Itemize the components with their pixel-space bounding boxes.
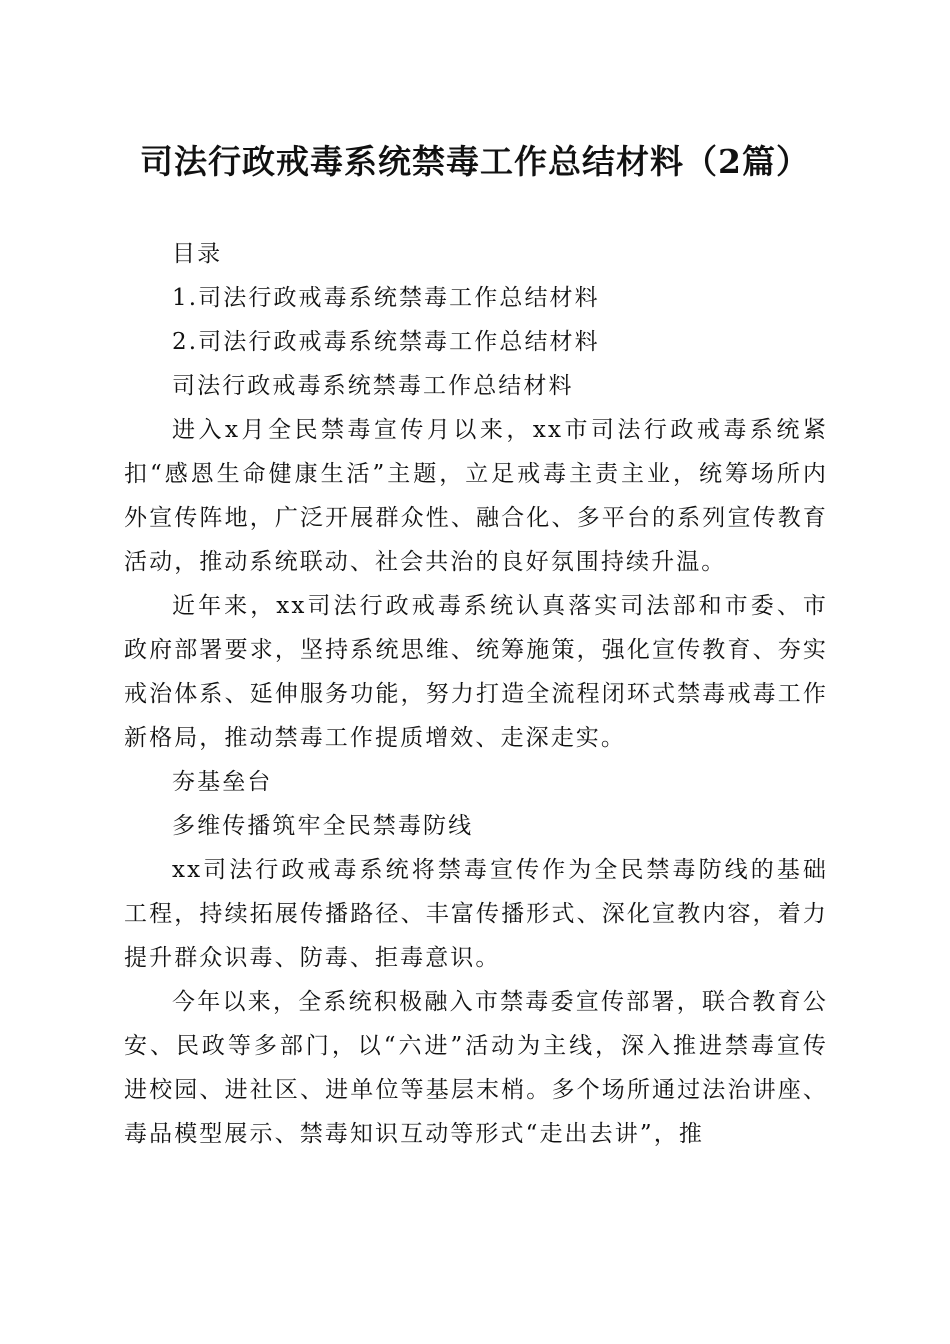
document-body [124,232,828,1156]
paragraph-4: 今年以来，全系统积极融入市禁毒委宣传部署，联合教育公安、民政等多部门，以“六进”活动为主线，深入推进禁毒宣传进校园、进社区、进单位等基层末梢。多个场所通过法治讲座、毒品模型展示、禁毒知识互动等形式“走出去讲”，推 [124,989,828,1147]
toc-item-2[interactable]: 2.司法行政戒毒系统禁毒工作总结材料 [172,329,600,355]
paragraph-3: xx司法行政戒毒系统将禁毒宣传作为全民禁毒防线的基础工程，持续拓展传播路径、丰富传播形式、深化宣教内容，着力提升群众识毒、防毒、拒毒意识。 [124,857,828,971]
paragraph-1: 进入x月全民禁毒宣传月以来，xx市司法行政戒毒系统紧扣“感恩生命健康生活”主题，立足戒毒主责主业，统筹场所内外宣传阵地，广泛开展群众性、融合化、多平台的系列宣传教育活动，推动系统联动、社会共治的良好氛围持续升温。 [124,417,828,575]
article-title: 司法行政戒毒系统禁毒工作总结材料 [172,373,574,399]
section-heading: 夯基垒台 [172,769,273,795]
document-title: 司法行政戒毒系统禁毒工作总结材料（2篇） [140,142,810,181]
toc-heading: 目录 [172,241,223,267]
toc-item-1[interactable]: 1.司法行政戒毒系统禁毒工作总结材料 [172,285,600,311]
paragraph-2: 近年来，xx司法行政戒毒系统认真落实司法部和市委、市政府部署要求，坚持系统思维、统筹施策，强化宣传教育、夯实戒治体系、延伸服务功能，努力打造全流程闭环式禁毒戒毒工作新格局，推动禁毒工作提质增效、走深走实。 [124,593,828,751]
subsection-heading: 多维传播筑牢全民禁毒防线 [172,813,474,839]
